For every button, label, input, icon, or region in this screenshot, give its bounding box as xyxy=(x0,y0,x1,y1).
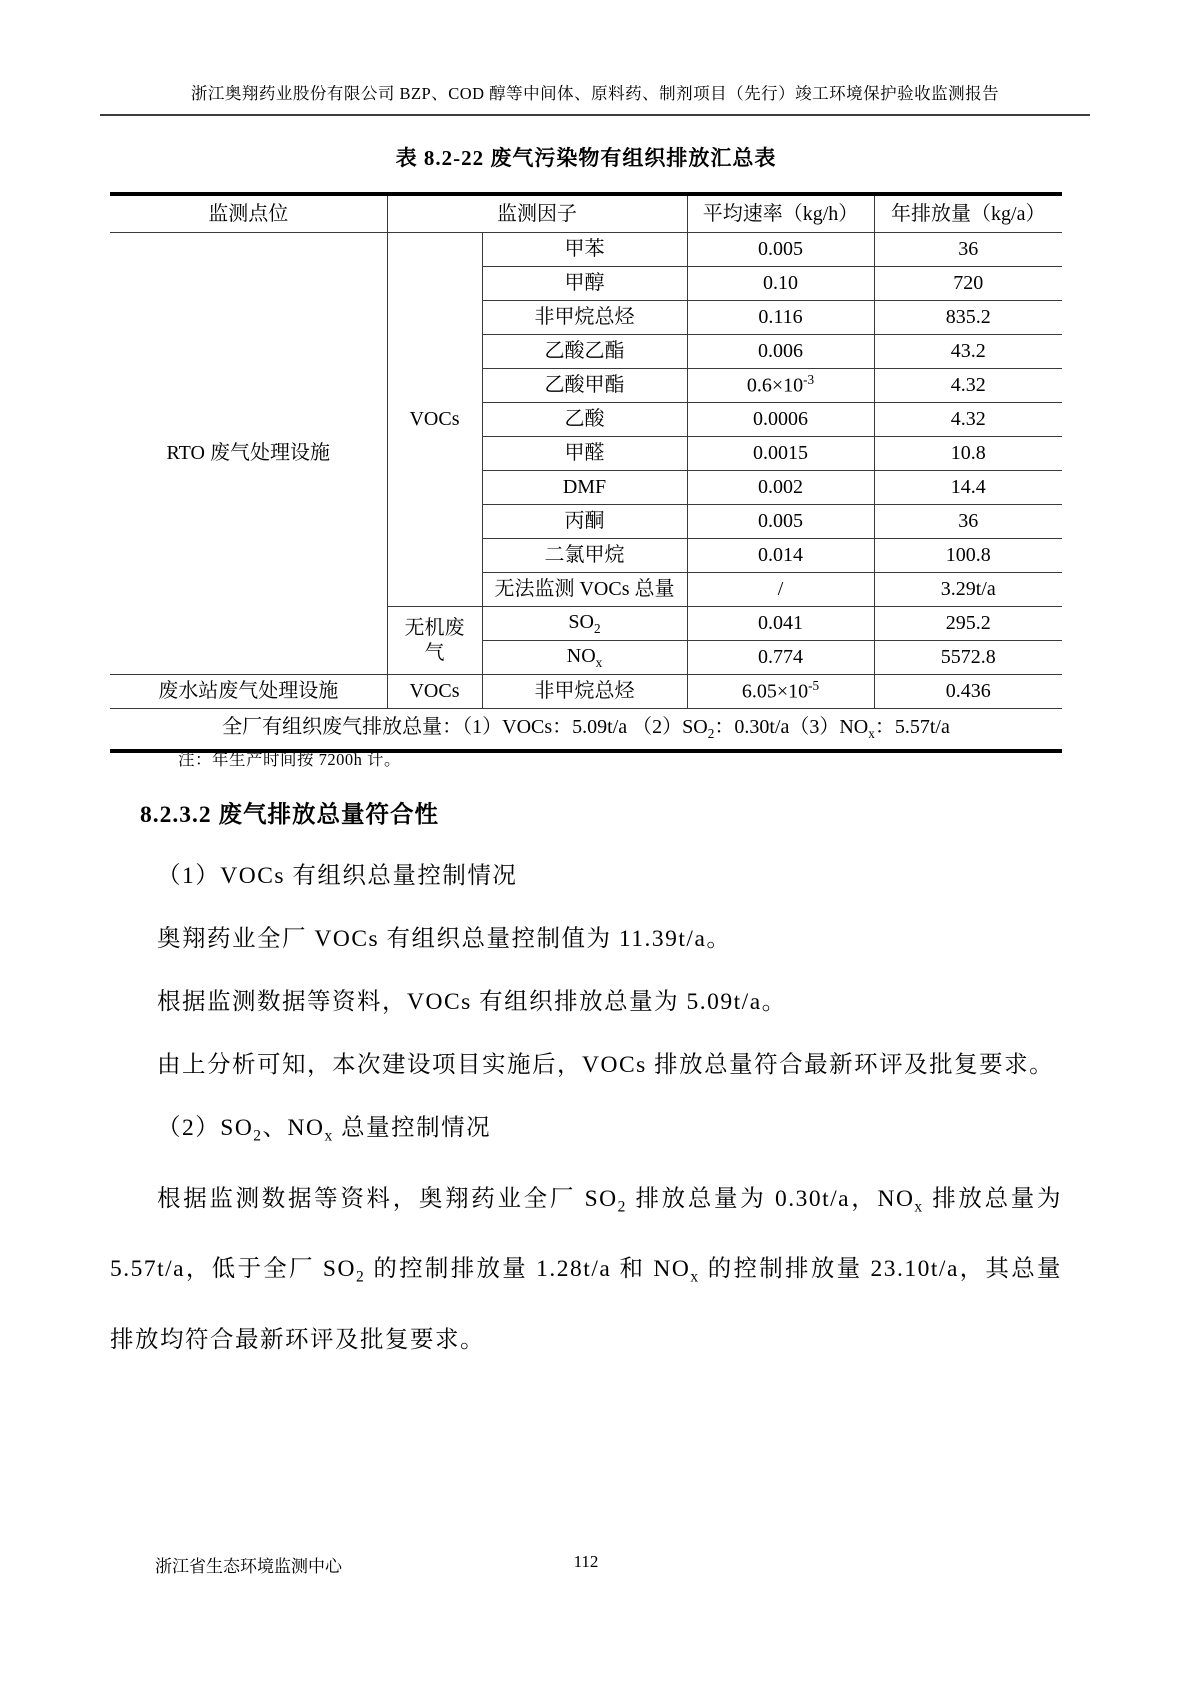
factor-cell: 甲醇 xyxy=(482,267,687,301)
section-heading: 8.2.3.2 废气排放总量符合性 xyxy=(140,802,439,828)
rate-cell: / xyxy=(687,573,874,607)
factor-cell: 乙酸 xyxy=(482,403,687,437)
inorganic-category-cell: 无机废气 xyxy=(387,607,482,675)
table-note: 注：年生产时间按 7200h 计。 xyxy=(178,750,401,769)
factor-cell: 甲醛 xyxy=(482,437,687,471)
col-header-annual: 年排放量（kg/a） xyxy=(874,196,1062,233)
rate-cell: 0.005 xyxy=(687,505,874,539)
rate-cell: 0.774 xyxy=(687,641,874,675)
paragraph-so2-nox-detail: 根据监测数据等资料，奥翔药业全厂 $SO_2$ 排放总量为 0.30t/a，$NO_x$ 排放总量为 5.57t/a，低于全厂 $SO_2$ 的控制排放量 1.28t/a 和 $NO_x$ 的控制排放量 23.10t/a，其总量排放均符合最新环评及批复要求。 xyxy=(110,1185,1062,1354)
col-header-factor: 监测因子 xyxy=(387,196,687,233)
table-title: 表 8.2-22 废气污染物有组织排放汇总表 xyxy=(395,146,777,170)
annual-cell: 720 xyxy=(874,267,1062,301)
rate-cell: 0.10 xyxy=(687,267,874,301)
annual-cell: 36 xyxy=(874,505,1062,539)
rate-cell: 0.0006 xyxy=(687,403,874,437)
factor-cell: 无法监测 VOCs 总量 xyxy=(482,573,687,607)
factor-cell: 丙酮 xyxy=(482,505,687,539)
vocs-category-cell: VOCs xyxy=(387,675,482,709)
factor-cell: $SO_2$ xyxy=(482,607,687,641)
factor-cell: DMF xyxy=(482,471,687,505)
col-header-point: 监测点位 xyxy=(110,196,387,233)
section-body xyxy=(110,845,1062,1372)
summary-cell: 全厂有组织废气排放总量：（1）VOCs：5.09t/a $(2)SO_2$：$0.30t/a(3)NO_x$：5.57t/a xyxy=(110,709,1062,750)
footer-organization: 浙江省生态环境监测中心 xyxy=(155,1557,342,1576)
annual-cell: 0.436 xyxy=(874,675,1062,709)
rate-cell: 0.041 xyxy=(687,607,874,641)
emissions-table xyxy=(110,196,1062,749)
paragraph-vocs-subtitle: （1）VOCs 有组织总量控制情况 xyxy=(157,863,518,889)
annual-cell: 36 xyxy=(874,233,1062,267)
paragraph-vocs-conclusion: 由上分析可知，本次建设项目实施后，VOCs 排放总量符合最新环评及批复要求。 xyxy=(157,1052,1055,1078)
rate-cell: 0.014 xyxy=(687,539,874,573)
wastewater-facility-cell: 废水站废气处理设施 xyxy=(110,675,387,709)
annual-cell: 3.29t/a xyxy=(874,573,1062,607)
rate-cell: $0.6\times 10^{-3}$ xyxy=(687,369,874,403)
factor-cell: 非甲烷总烃 xyxy=(482,675,687,709)
annual-cell: 14.4 xyxy=(874,471,1062,505)
rate-cell: 0.002 xyxy=(687,471,874,505)
table-row xyxy=(110,233,1062,267)
annual-cell: 10.8 xyxy=(874,437,1062,471)
annual-cell: 100.8 xyxy=(874,539,1062,573)
paragraph-vocs-control-value: 奥翔药业全厂 VOCs 有组织总量控制值为 11.39t/a。 xyxy=(157,926,732,952)
rate-cell: 0.006 xyxy=(687,335,874,369)
factor-cell: 非甲烷总烃 xyxy=(482,301,687,335)
rate-cell: $6.05\times 10^{-5}$ xyxy=(687,675,874,709)
emissions-table-wrap xyxy=(110,192,1062,753)
table-summary-row xyxy=(110,709,1062,750)
rate-cell: 0.0015 xyxy=(687,437,874,471)
col-header-rate: 平均速率（kg/h） xyxy=(687,196,874,233)
factor-cell: 甲苯 xyxy=(482,233,687,267)
vocs-category-cell: VOCs xyxy=(387,233,482,607)
paragraph-vocs-total: 根据监测数据等资料，VOCs 有组织排放总量为 5.09t/a。 xyxy=(157,989,787,1015)
annual-cell: 5572.8 xyxy=(874,641,1062,675)
factor-cell: 二氯甲烷 xyxy=(482,539,687,573)
annual-cell: 4.32 xyxy=(874,369,1062,403)
factor-cell: 乙酸甲酯 xyxy=(482,369,687,403)
annual-cell: 43.2 xyxy=(874,335,1062,369)
paragraph-so2-nox-subtitle: $(2)SO_2$、$NO_x$ 总量控制情况 xyxy=(157,1115,492,1145)
page-number: 112 xyxy=(573,1552,599,1571)
rate-cell: 0.116 xyxy=(687,301,874,335)
table-row xyxy=(110,675,1062,709)
annual-cell: 295.2 xyxy=(874,607,1062,641)
running-header: 浙江奥翔药业股份有限公司 BZP、COD 醇等中间体、原料药、制剂项目（先行）竣工环境保护验收监测报告 xyxy=(100,80,1090,116)
factor-cell: 乙酸乙酯 xyxy=(482,335,687,369)
annual-cell: 835.2 xyxy=(874,301,1062,335)
rate-cell: 0.005 xyxy=(687,233,874,267)
rto-facility-cell: RTO 废气处理设施 xyxy=(110,233,387,675)
table-header-row xyxy=(110,196,1062,233)
annual-cell: 4.32 xyxy=(874,403,1062,437)
factor-cell: $NO_x$ xyxy=(482,641,687,675)
